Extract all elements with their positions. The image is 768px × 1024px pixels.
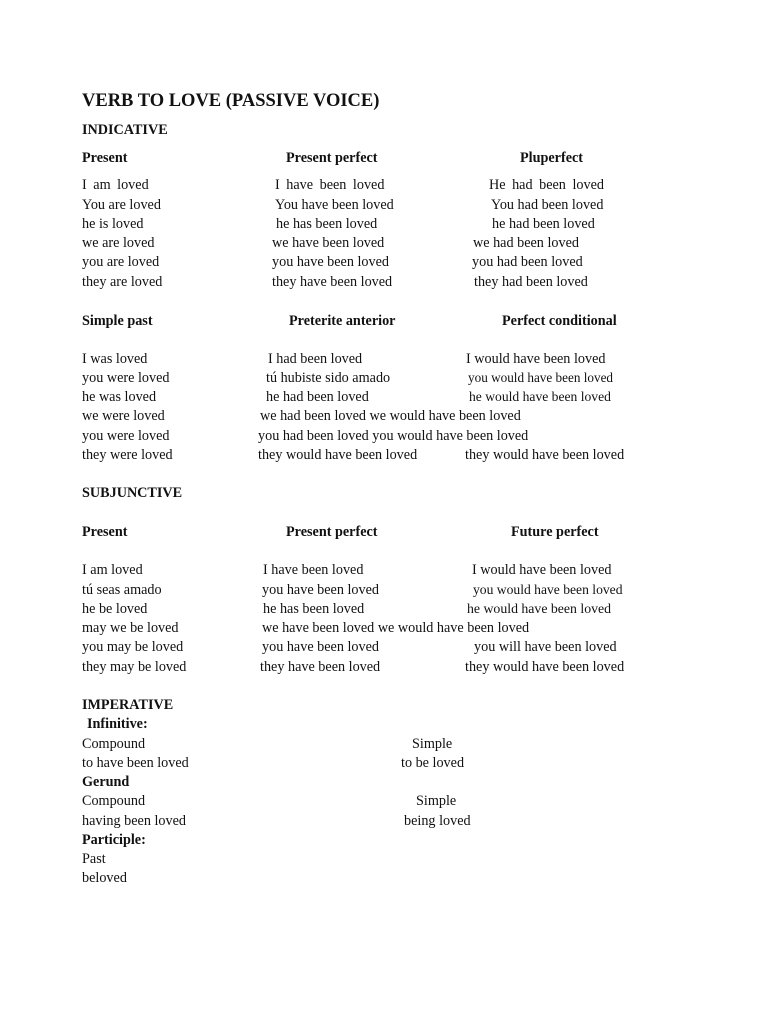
conjugation-line: they were loved	[82, 447, 173, 463]
conjugation-line: you were loved	[82, 428, 170, 444]
conjugation-line: I was loved	[82, 351, 148, 367]
infinitive-simple-label: Simple	[412, 736, 453, 752]
conjugation-line: I had been loved	[268, 351, 363, 367]
conjugation-line: I am loved	[82, 562, 143, 578]
participle-past-label: Past	[82, 851, 106, 867]
conjugation-line: they would have been loved	[465, 447, 625, 463]
conjugation-line: he be loved	[82, 601, 148, 617]
conjugation-line: you were loved	[82, 370, 170, 386]
column-header-present: Present	[82, 524, 128, 540]
conjugation-line: you would have been loved	[468, 370, 614, 385]
conjugation-line: he had been loved	[492, 216, 595, 232]
infinitive-simple-value: to be loved	[401, 755, 465, 771]
conjugation-line: may we be loved	[82, 620, 179, 636]
section-heading-indicative: INDICATIVE	[82, 122, 168, 138]
gerund-label: Gerund	[82, 774, 130, 790]
column-header-future-perfect: Future perfect	[511, 524, 599, 540]
infinitive-compound-value: to have been loved	[82, 755, 189, 771]
conjugation-line: they had been loved	[474, 274, 588, 290]
conjugation-line: I have been loved	[263, 562, 364, 578]
conjugation-line: they have been loved	[260, 659, 381, 675]
column-header-pluperfect: Pluperfect	[520, 150, 584, 166]
conjugation-line: you had been loved you would have been loved	[258, 428, 529, 444]
conjugation-line: You are loved	[82, 197, 161, 213]
conjugation-line: you have been loved	[272, 254, 390, 270]
conjugation-line: I would have been loved	[466, 351, 606, 367]
conjugation-line: they are loved	[82, 274, 163, 290]
infinitive-label: Infinitive:	[87, 716, 148, 732]
page-title: VERB TO LOVE (PASSIVE VOICE)	[82, 91, 380, 111]
conjugation-line: he would have been loved	[469, 389, 611, 404]
section-heading-imperative: IMPERATIVE	[82, 697, 174, 713]
conjugation-line: they would have been loved	[465, 659, 625, 675]
gerund-simple-label: Simple	[416, 793, 457, 809]
conjugation-line: we had been loved	[473, 235, 579, 251]
conjugation-line: you have been loved	[262, 639, 380, 655]
conjugation-line: you have been loved	[262, 582, 380, 598]
participle-label: Participle:	[82, 832, 146, 848]
gerund-simple-value: being loved	[404, 813, 471, 829]
column-header-perfect-conditional: Perfect conditional	[502, 313, 617, 329]
conjugation-line: he would have been loved	[467, 601, 612, 616]
conjugation-line: You had been loved	[491, 197, 604, 213]
conjugation-line: he has been loved	[263, 601, 365, 617]
conjugation-line: I have been loved	[275, 177, 385, 193]
conjugation-line: I would have been loved	[472, 562, 612, 578]
conjugation-line: you will have been loved	[474, 639, 617, 655]
conjugation-line: he was loved	[82, 389, 157, 405]
column-header-simple-past: Simple past	[82, 313, 153, 329]
conjugation-line: You have been loved	[275, 197, 394, 213]
conjugation-line: you would have been loved	[473, 582, 623, 597]
conjugation-line: you are loved	[82, 254, 160, 270]
participle-past-value: beloved	[82, 870, 127, 886]
column-header-present: Present	[82, 150, 128, 166]
conjugation-line: we have been loved	[272, 235, 385, 251]
gerund-compound-value: having been loved	[82, 813, 187, 829]
conjugation-line: you may be loved	[82, 639, 184, 655]
column-header-present-perfect: Present perfect	[286, 524, 378, 540]
conjugation-line: I am loved	[82, 177, 149, 193]
conjugation-line: tú seas amado	[82, 582, 162, 598]
conjugation-line: tú hubiste sido amado	[266, 370, 391, 386]
conjugation-line: He had been loved	[489, 177, 604, 193]
section-heading-subjunctive: SUBJUNCTIVE	[82, 485, 183, 501]
conjugation-line: they would have been loved	[258, 447, 418, 463]
column-header-present-perfect: Present perfect	[286, 150, 378, 166]
conjugation-line: you had been loved	[472, 254, 583, 270]
conjugation-line: we had been loved we would have been loved	[260, 408, 521, 424]
conjugation-line: he has been loved	[276, 216, 378, 232]
conjugation-line: they have been loved	[272, 274, 393, 290]
conjugation-line: they may be loved	[82, 659, 187, 675]
conjugation-line: we have been loved we would have been loved	[262, 620, 530, 636]
conjugation-line: we were loved	[82, 408, 165, 424]
conjugation-line: we are loved	[82, 235, 155, 251]
gerund-compound-label: Compound	[82, 793, 146, 809]
conjugation-line: he had been loved	[266, 389, 369, 405]
column-header-preterite-anterior: Preterite anterior	[289, 313, 396, 329]
conjugation-line: he is loved	[82, 216, 144, 232]
infinitive-compound-label: Compound	[82, 736, 146, 752]
